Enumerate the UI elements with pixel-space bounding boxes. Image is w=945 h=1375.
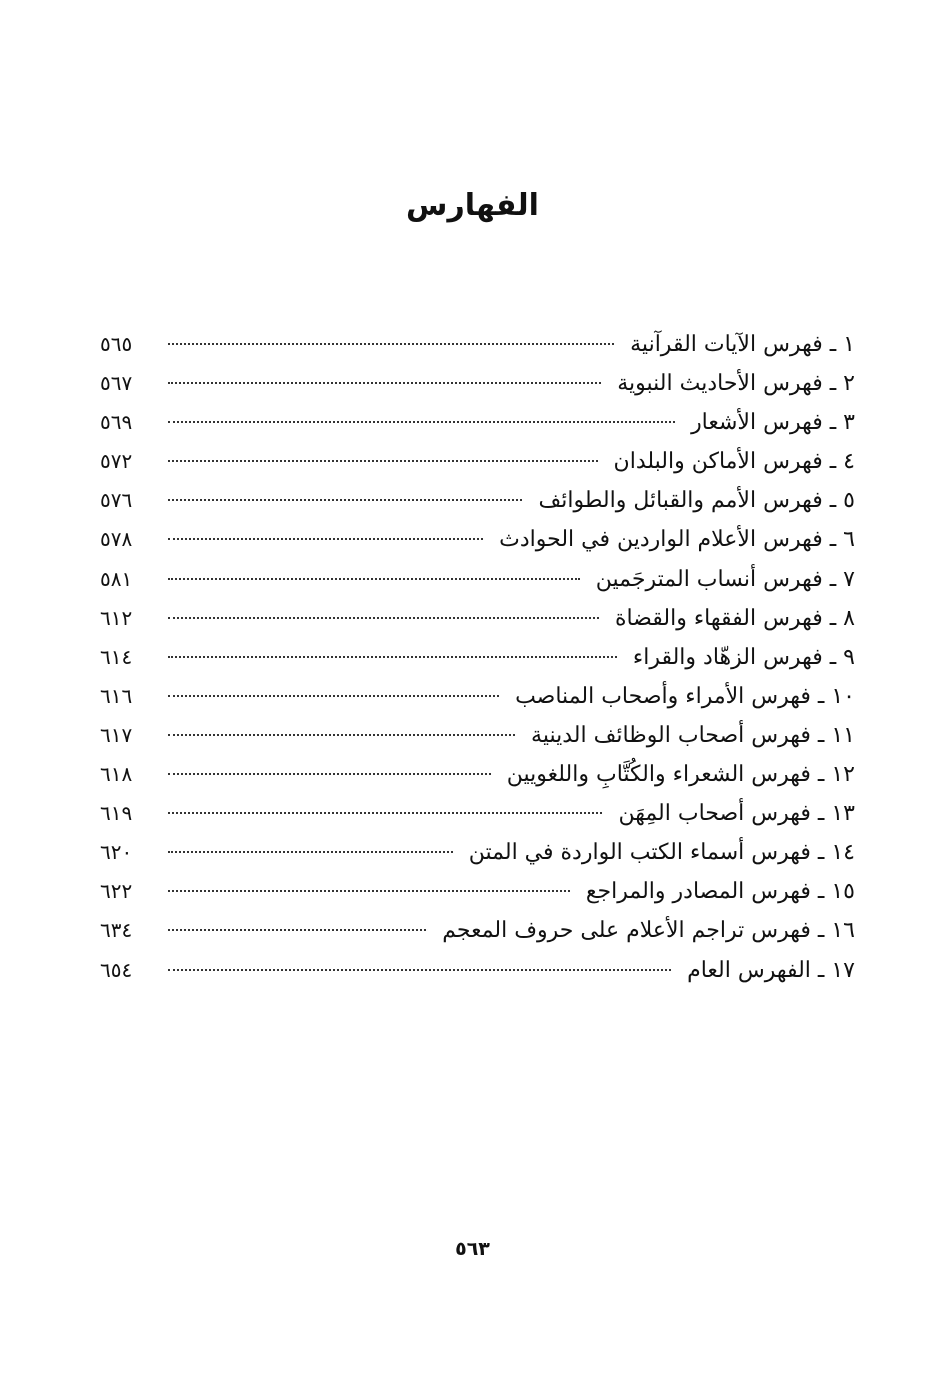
toc-page-number: ٥٦٥ <box>100 332 133 356</box>
toc-entry <box>100 911 855 950</box>
toc-page-number: ٥٧٨ <box>100 527 133 552</box>
toc-page-number: ٦٣٤ <box>100 918 133 943</box>
dot-leader <box>168 421 675 423</box>
toc-page-number: ٦٥٤ <box>100 957 133 982</box>
toc-entry-label: ٥ ـ فهرس الأمم والقبائل والطوائف <box>538 488 855 514</box>
toc-entry-label: ١٣ ـ فهرس أصحاب المِهَن <box>618 801 855 827</box>
toc-entry <box>100 677 855 716</box>
toc-entry <box>100 481 855 520</box>
toc-page-number: ٥٨١ <box>100 566 133 591</box>
table-of-contents <box>100 325 855 990</box>
dot-leader <box>168 460 598 462</box>
toc-entry-label: ١ ـ فهرس الآيات القرآنية <box>630 332 855 357</box>
page-number: ٥٦٣ <box>455 1238 490 1260</box>
dot-leader <box>168 695 499 697</box>
toc-entry <box>100 560 855 599</box>
toc-page-number: ٦٢٠ <box>100 840 133 865</box>
dot-leader <box>168 617 599 619</box>
toc-entry <box>100 325 855 364</box>
toc-page-number: ٦١٩ <box>100 801 133 826</box>
dot-leader <box>168 656 617 658</box>
toc-entry-label: ١٤ ـ فهرس أسماء الكتب الواردة في المتن <box>468 840 855 866</box>
toc-page-number: ٥٦٧ <box>100 371 133 396</box>
toc-entry-label: ١٥ ـ فهرس المصادر والمراجع <box>585 879 855 905</box>
toc-entry-label: ٦ ـ فهرس الأعلام الواردين في الحوادث <box>499 527 855 553</box>
dot-leader <box>168 773 491 775</box>
page-title: الفهارس <box>406 188 539 223</box>
toc-entry-label: ١٧ ـ الفهرس العام <box>687 957 855 983</box>
toc-page-number: ٥٧٦ <box>100 488 133 513</box>
dot-leader <box>168 382 601 384</box>
toc-entry <box>100 403 855 442</box>
toc-page-number: ٥٧٢ <box>100 449 133 474</box>
toc-entry <box>100 638 855 677</box>
toc-entry-label: ٣ ـ فهرس الأشعار <box>691 410 855 436</box>
toc-page-number: ٥٦٩ <box>100 410 133 435</box>
dot-leader <box>168 578 580 580</box>
toc-page-number: ٦١٧ <box>100 722 133 747</box>
toc-entry <box>100 520 855 559</box>
toc-entry <box>100 364 855 403</box>
dot-leader <box>168 812 602 814</box>
toc-entry <box>100 872 855 911</box>
dot-leader <box>168 890 570 892</box>
dot-leader <box>168 851 453 853</box>
toc-entry-label: ١٢ ـ فهرس الشعراء والكُتَّابِ واللغويين <box>506 762 855 788</box>
toc-entry-label: ١٦ ـ فهرس تراجم الأعلام على حروف المعجم <box>442 918 855 944</box>
dot-leader <box>168 538 483 540</box>
toc-entry-label: ١١ ـ فهرس أصحاب الوظائف الدينية <box>531 722 855 748</box>
toc-entry <box>100 716 855 755</box>
dot-leader <box>168 929 426 931</box>
toc-entry-label: ٧ ـ فهرس أنساب المترجَمين <box>595 566 855 592</box>
toc-entry <box>100 442 855 481</box>
dot-leader <box>168 343 614 345</box>
toc-entry-label: ٨ ـ فهرس الفقهاء والقضاة <box>614 605 855 631</box>
toc-page-number: ٦٢٢ <box>100 879 133 904</box>
toc-entry <box>100 755 855 794</box>
toc-entry <box>100 833 855 872</box>
toc-page-number: ٦١٦ <box>100 683 133 708</box>
toc-entry-label: ١٠ ـ فهرس الأمراء وأصحاب المناصب <box>515 683 855 709</box>
toc-entry <box>100 794 855 833</box>
toc-page-number: ٦١٨ <box>100 762 133 787</box>
dot-leader <box>168 969 671 971</box>
toc-page-number: ٦١٢ <box>100 605 133 630</box>
toc-entry-label: ٢ ـ فهرس الأحاديث النبوية <box>617 371 855 397</box>
dot-leader <box>168 499 522 501</box>
dot-leader <box>168 734 515 736</box>
toc-page-number: ٦١٤ <box>100 644 133 669</box>
toc-entry <box>100 951 855 990</box>
toc-entry <box>100 599 855 638</box>
toc-entry-label: ٩ ـ فهرس الزهّاد والقراء <box>632 644 855 670</box>
toc-entry-label: ٤ ـ فهرس الأماكن والبلدان <box>613 449 855 475</box>
